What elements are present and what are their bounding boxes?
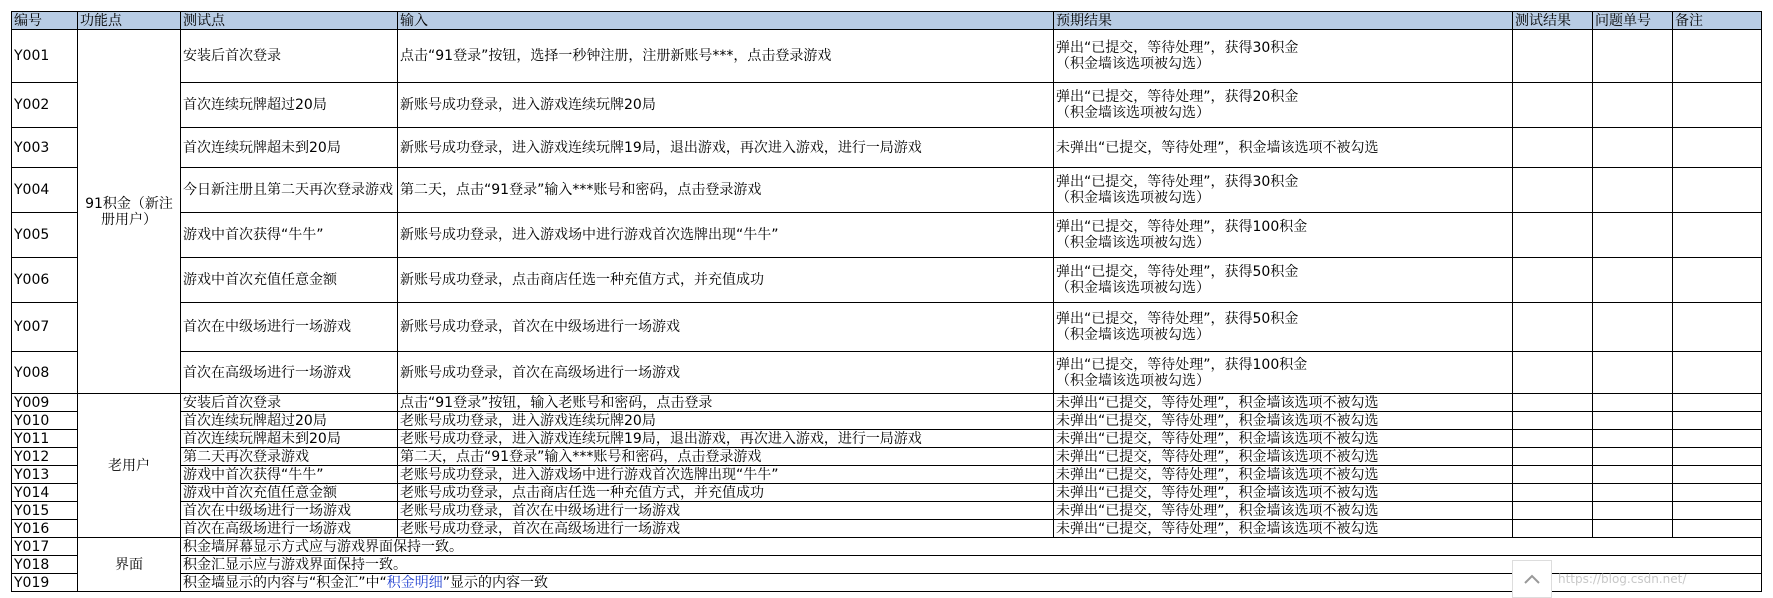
remark: [1673, 352, 1762, 394]
test-case-table: [11, 11, 1762, 592]
case-id: Y012: [12, 448, 78, 466]
remark: [1673, 213, 1762, 258]
test-point: 首次在中级场进行一场游戏: [181, 502, 398, 520]
test-result: [1513, 83, 1593, 128]
expected-result: 未弹出“已提交，等待处理”，积金墙该选项不被勾选: [1054, 466, 1513, 484]
remark: [1673, 448, 1762, 466]
test-point-prefix: 积金墙显示的内容与“积金汇”中“: [183, 574, 387, 591]
case-id: Y002: [12, 83, 78, 128]
test-result: [1513, 352, 1593, 394]
test-point: 安装后首次登录: [181, 394, 398, 412]
table-row: [12, 538, 1762, 556]
table-row: [12, 520, 1762, 538]
issue-no: [1593, 303, 1673, 352]
case-id: Y014: [12, 484, 78, 502]
col-header-test-point: 测试点: [181, 12, 398, 30]
test-result: [1513, 394, 1593, 412]
table-row: [12, 213, 1762, 258]
issue-no: [1593, 484, 1673, 502]
col-header-remark: 备注: [1673, 12, 1762, 30]
col-header-issue-no: 问题单号: [1593, 12, 1673, 30]
expected-result: 未弹出“已提交，等待处理”，积金墙该选项不被勾选: [1054, 448, 1513, 466]
case-id: Y015: [12, 502, 78, 520]
test-result: [1513, 466, 1593, 484]
remark: [1673, 466, 1762, 484]
jijin-detail-link[interactable]: 积金明细: [386, 574, 443, 591]
col-header-feature: 功能点: [78, 12, 181, 30]
test-result: [1513, 168, 1593, 213]
case-id: Y006: [12, 258, 78, 303]
test-point: 游戏中首次获得“牛牛”: [181, 213, 398, 258]
table-row: [12, 412, 1762, 430]
table-row: [12, 466, 1762, 484]
test-point: 游戏中首次充值任意金额: [181, 484, 398, 502]
test-input: 新账号成功登录，点击商店任选一种充值方式，并充值成功: [398, 258, 1054, 303]
test-point: 积金墙屏幕显示方式应与游戏界面保持一致。: [181, 538, 1762, 556]
case-id: Y017: [12, 538, 78, 556]
test-result: [1513, 30, 1593, 83]
test-input: 新账号成功登录，进入游戏连续玩牌19局，退出游戏，再次进入游戏，进行一局游戏: [398, 128, 1054, 168]
remark: [1673, 83, 1762, 128]
issue-no: [1593, 520, 1673, 538]
col-header-expected: 预期结果: [1054, 12, 1513, 30]
case-id: Y010: [12, 412, 78, 430]
test-result: [1513, 502, 1593, 520]
back-to-top-button[interactable]: [1512, 560, 1552, 598]
test-input: 点击“91登录”按钮，选择一秒钟注册，注册新账号***，点击登录游戏: [398, 30, 1054, 83]
remark: [1673, 30, 1762, 83]
case-id: Y016: [12, 520, 78, 538]
test-point: 安装后首次登录: [181, 30, 398, 83]
test-input: 老账号成功登录，进入游戏连续玩牌19局，退出游戏，再次进入游戏，进行一局游戏: [398, 430, 1054, 448]
col-header-input: 输入: [398, 12, 1054, 30]
test-point: 积金汇显示应与游戏界面保持一致。: [181, 556, 1762, 574]
table-row: [12, 484, 1762, 502]
table-row: [12, 30, 1762, 83]
header-row: [12, 12, 1762, 30]
issue-no: [1593, 213, 1673, 258]
case-id: Y011: [12, 430, 78, 448]
col-header-result: 测试结果: [1513, 12, 1593, 30]
issue-no: [1593, 352, 1673, 394]
table-row: [12, 430, 1762, 448]
test-point: 首次连续玩牌超未到20局: [181, 128, 398, 168]
issue-no: [1593, 466, 1673, 484]
remark: [1673, 258, 1762, 303]
test-input: 新账号成功登录，首次在中级场进行一场游戏: [398, 303, 1054, 352]
test-point: 首次在中级场进行一场游戏: [181, 303, 398, 352]
issue-no: [1593, 128, 1673, 168]
test-point: 首次在高级场进行一场游戏: [181, 520, 398, 538]
test-result: [1513, 213, 1593, 258]
issue-no: [1593, 168, 1673, 213]
remark: [1673, 303, 1762, 352]
test-point: 游戏中首次获得“牛牛”: [181, 466, 398, 484]
table-row: [12, 168, 1762, 213]
test-input: 老账号成功登录，首次在高级场进行一场游戏: [398, 520, 1054, 538]
issue-no: [1593, 394, 1673, 412]
expected-result: 弹出“已提交，等待处理”，获得50积金 （积金墙该选项被勾选）: [1054, 303, 1513, 352]
test-point: 第二天再次登录游戏: [181, 448, 398, 466]
test-result: [1513, 303, 1593, 352]
case-id: Y018: [12, 556, 78, 574]
table-row: [12, 502, 1762, 520]
expected-result: 未弹出“已提交，等待处理”，积金墙该选项不被勾选: [1054, 430, 1513, 448]
expected-result: 弹出“已提交，等待处理”，获得30积金 （积金墙该选项被勾选）: [1054, 30, 1513, 83]
expected-result: 未弹出“已提交，等待处理”，积金墙该选项不被勾选: [1054, 128, 1513, 168]
case-id: Y013: [12, 466, 78, 484]
test-input: 点击“91登录”按钮，输入老账号和密码，点击登录: [398, 394, 1054, 412]
chevron-up-icon: [1523, 573, 1541, 585]
table-row: [12, 574, 1762, 592]
test-result: [1513, 128, 1593, 168]
test-point: 首次连续玩牌超过20局: [181, 412, 398, 430]
case-id: Y008: [12, 352, 78, 394]
test-input: 第二天，点击“91登录”输入***账号和密码，点击登录游戏: [398, 448, 1054, 466]
case-id: Y004: [12, 168, 78, 213]
expected-result: 弹出“已提交，等待处理”，获得100积金 （积金墙该选项被勾选）: [1054, 213, 1513, 258]
table-row: [12, 352, 1762, 394]
expected-result: 未弹出“已提交，等待处理”，积金墙该选项不被勾选: [1054, 412, 1513, 430]
expected-result: 未弹出“已提交，等待处理”，积金墙该选项不被勾选: [1054, 520, 1513, 538]
test-input: 老账号成功登录，进入游戏场中进行游戏首次选牌出现“牛牛”: [398, 466, 1054, 484]
case-id: Y009: [12, 394, 78, 412]
case-id: Y019: [12, 574, 78, 592]
feature-group-ui: 界面: [78, 538, 181, 592]
test-result: [1513, 430, 1593, 448]
test-input: 新账号成功登录，首次在高级场进行一场游戏: [398, 352, 1054, 394]
test-input: 新账号成功登录，进入游戏连续玩牌20局: [398, 83, 1054, 128]
case-id: Y001: [12, 30, 78, 83]
expected-result: 未弹出“已提交，等待处理”，积金墙该选项不被勾选: [1054, 502, 1513, 520]
test-point-suffix: ”显示的内容一致: [442, 574, 549, 591]
remark: [1673, 168, 1762, 213]
expected-result: 弹出“已提交，等待处理”，获得20积金 （积金墙该选项被勾选）: [1054, 83, 1513, 128]
remark: [1673, 128, 1762, 168]
case-id: Y007: [12, 303, 78, 352]
test-result: [1513, 448, 1593, 466]
case-id: Y003: [12, 128, 78, 168]
table-row: [12, 83, 1762, 128]
remark: [1673, 502, 1762, 520]
issue-no: [1593, 448, 1673, 466]
table-row: [12, 258, 1762, 303]
expected-result: 未弹出“已提交，等待处理”，积金墙该选项不被勾选: [1054, 484, 1513, 502]
test-point: 首次连续玩牌超过20局: [181, 83, 398, 128]
table-row: [12, 448, 1762, 466]
test-input: 老账号成功登录，点击商店任选一种充值方式，并充值成功: [398, 484, 1054, 502]
test-input: 老账号成功登录，首次在中级场进行一场游戏: [398, 502, 1054, 520]
test-input: 老账号成功登录，进入游戏连续玩牌20局: [398, 412, 1054, 430]
feature-group-old-user: 老用户: [78, 394, 181, 538]
expected-result: 弹出“已提交，等待处理”，获得100积金 （积金墙该选项被勾选）: [1054, 352, 1513, 394]
table-row: [12, 303, 1762, 352]
issue-no: [1593, 502, 1673, 520]
watermark: https://blog.csdn.net/: [1558, 572, 1687, 586]
issue-no: [1593, 30, 1673, 83]
test-result: [1513, 484, 1593, 502]
test-result: [1513, 412, 1593, 430]
remark: [1673, 520, 1762, 538]
expected-result: 弹出“已提交，等待处理”，获得30积金 （积金墙该选项被勾选）: [1054, 168, 1513, 213]
test-input: 新账号成功登录，进入游戏场中进行游戏首次选牌出现“牛牛”: [398, 213, 1054, 258]
col-header-id: 编号: [12, 12, 78, 30]
feature-group-new-user: 91积金（新注册用户）: [78, 30, 181, 394]
table-row: [12, 556, 1762, 574]
test-point: 今日新注册且第二天再次登录游戏: [181, 168, 398, 213]
remark: [1673, 430, 1762, 448]
remark: [1673, 394, 1762, 412]
test-result: [1513, 258, 1593, 303]
test-result: [1513, 520, 1593, 538]
issue-no: [1593, 83, 1673, 128]
test-input: 第二天，点击“91登录”输入***账号和密码，点击登录游戏: [398, 168, 1054, 213]
test-point: 首次连续玩牌超未到20局: [181, 430, 398, 448]
test-point: 首次在高级场进行一场游戏: [181, 352, 398, 394]
issue-no: [1593, 258, 1673, 303]
issue-no: [1593, 412, 1673, 430]
expected-result: 未弹出“已提交，等待处理”，积金墙该选项不被勾选: [1054, 394, 1513, 412]
table-row: [12, 394, 1762, 412]
remark: [1673, 412, 1762, 430]
expected-result: 弹出“已提交，等待处理”，获得50积金 （积金墙该选项被勾选）: [1054, 258, 1513, 303]
table-row: [12, 128, 1762, 168]
remark: [1673, 484, 1762, 502]
issue-no: [1593, 430, 1673, 448]
test-point: 游戏中首次充值任意金额: [181, 258, 398, 303]
case-id: Y005: [12, 213, 78, 258]
